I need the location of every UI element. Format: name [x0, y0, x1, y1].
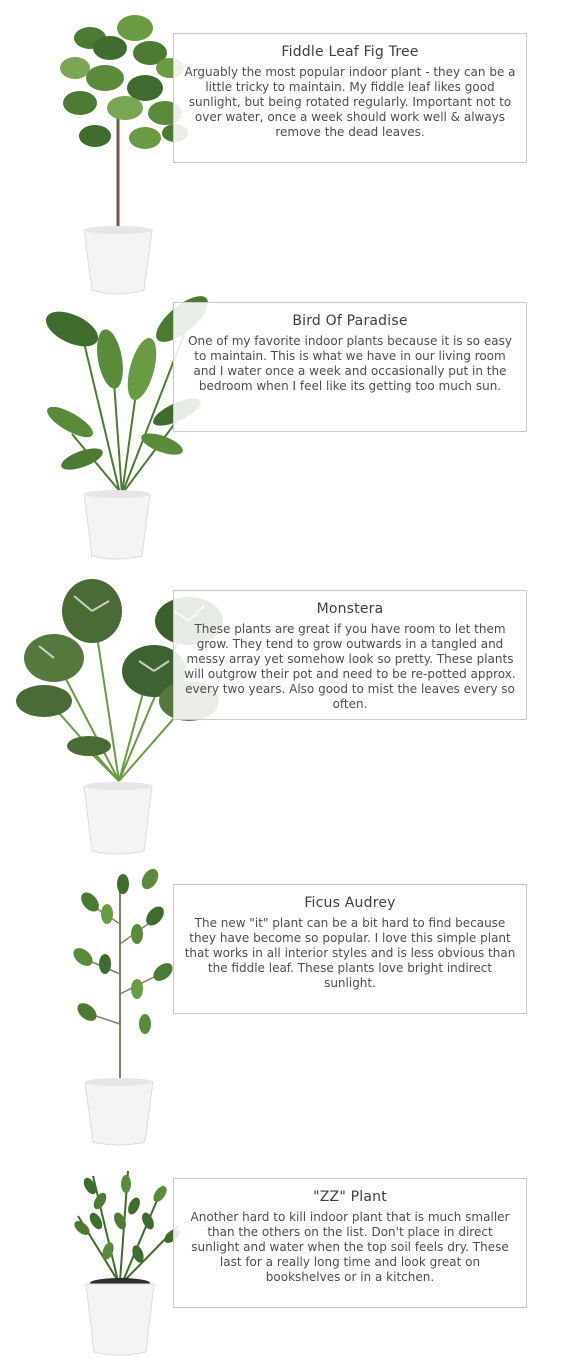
plant-card: [173, 302, 527, 432]
plant-card: [173, 884, 527, 1014]
plant-entry-ficus-audrey: [0, 860, 564, 1150]
plant-entry-zz-plant: [0, 1160, 564, 1358]
plant-entry-bird-of-paradise: [0, 290, 564, 560]
plant-card: [173, 1178, 527, 1308]
plant-name: Monstera: [316, 601, 384, 617]
plant-name: "ZZ" Plant: [313, 1189, 387, 1205]
ficus-audrey-image: [65, 864, 185, 1142]
plant-card: [173, 590, 527, 720]
plant-name: Ficus Audrey: [304, 895, 396, 911]
plant-description: The new "it" plant can be a bit hard to find because they have become so popular. I love this simple plant that works in all interior styles and is less obvious than the fiddle leaf. These plants love bright indirect sunlight.: [184, 916, 516, 990]
plant-entry-fiddle-leaf-fig: [0, 0, 564, 300]
plant-description: One of my favorite indoor plants because it is so easy to maintain. This is what we have in our living room and I water once a week and occasionally put in the bedroom when I feel like its getting too much sun.: [188, 334, 512, 393]
plant-entry-monstera: [0, 570, 564, 860]
plant-name: Fiddle Leaf Fig Tree: [281, 44, 419, 60]
plant-description: Another hard to kill indoor plant that is much smaller than the others on the list. Don't place in direct sunlight and water when the top soil feels dry. These last for a really long time and look great on bookshelves or in a kitchen.: [190, 1210, 510, 1284]
plant-description: These plants are great if you have room to let them grow. They tend to grow outwards in a tangled and messy array yet somehow look so pretty. These plants will outgrow their pot and need to be re-potted approx. every two years. Also good to mist the leaves every so often.: [184, 622, 516, 711]
plant-description: Arguably the most popular indoor plant - they can be a little tricky to maintain. My fiddle leaf likes good sunlight, but being rotated regularly. Important not to over water, once a week should work well & always remove the dead leaves.: [184, 65, 516, 139]
plant-name: Bird Of Paradise: [292, 313, 408, 329]
plant-card: [173, 33, 527, 163]
